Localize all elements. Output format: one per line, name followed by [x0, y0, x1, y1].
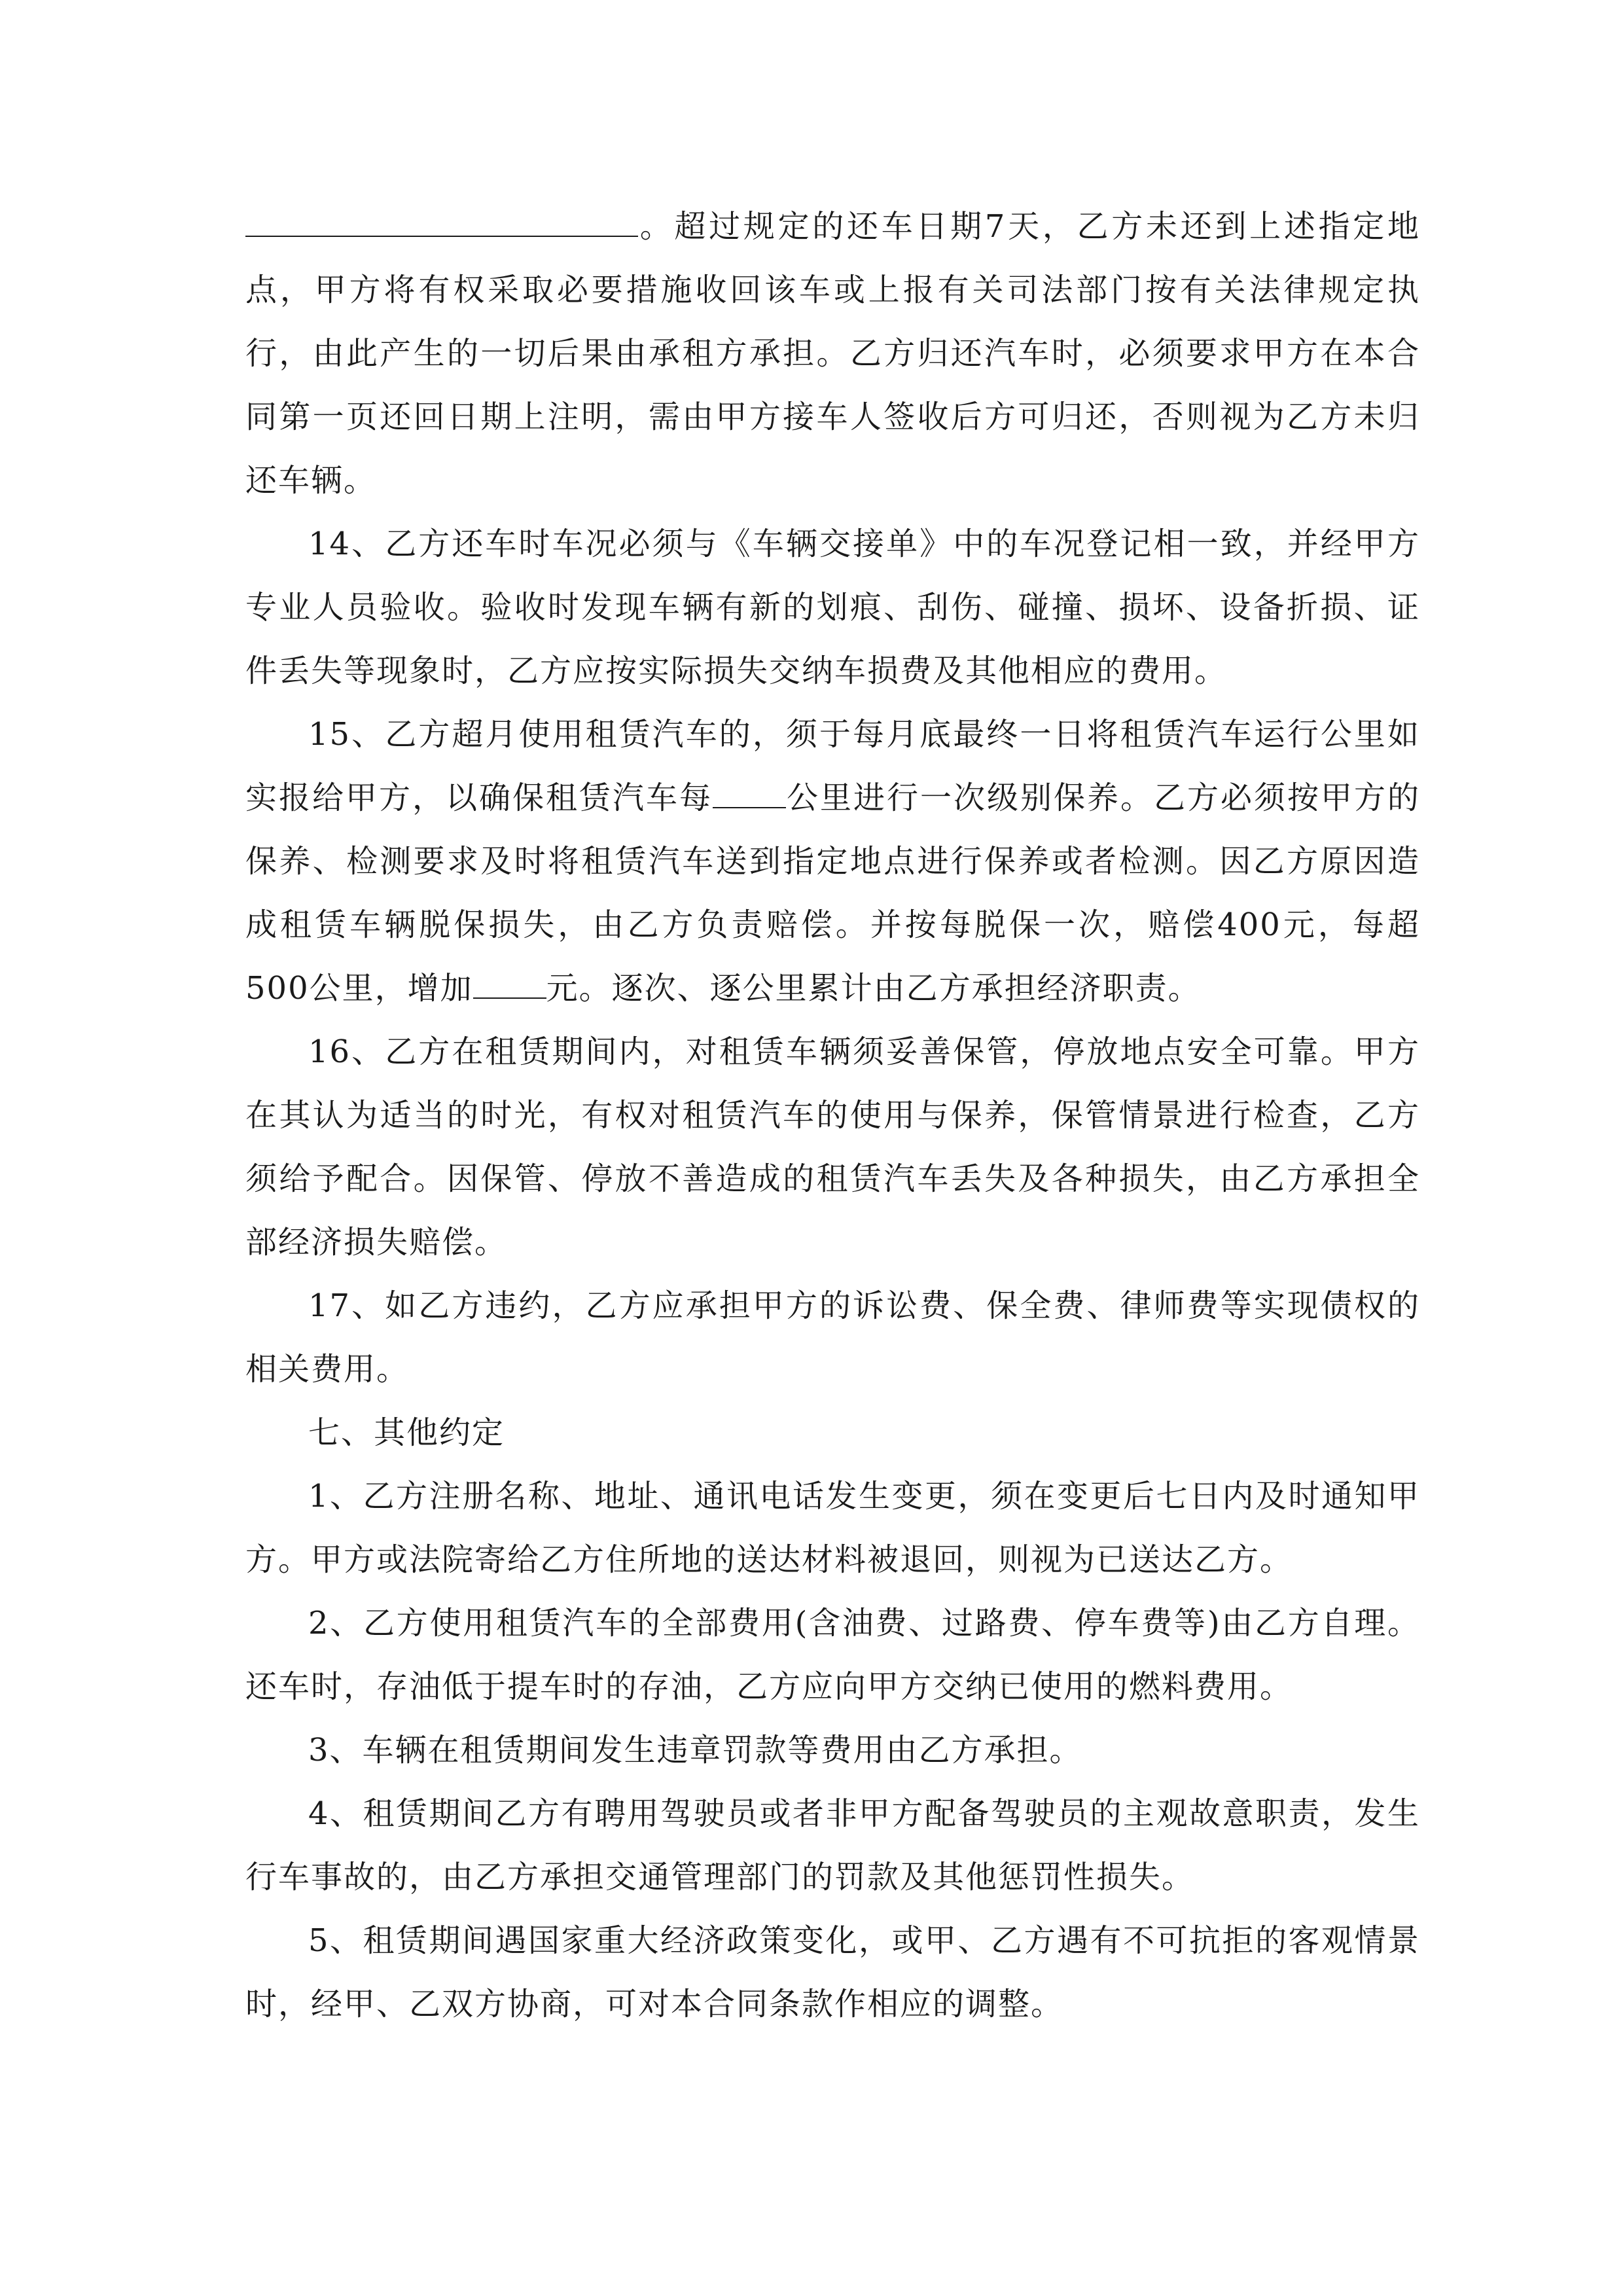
- fill-in-blank-maintenance-km: [713, 773, 786, 808]
- document-page: [245, 195, 1420, 2036]
- clause-15-text-a: 15、乙方超月使用租赁汽车的，须于每月底最终一日将租赁汽车运行公里如实报给甲方，以确保租赁汽车每: [245, 716, 1420, 816]
- clause-14: 14、乙方还车时车况必须与《车辆交接单》中的车况登记相一致，并经甲方专业人员验收。验收时发现车辆有新的划痕、刮伤、碰撞、损坏、设备折损、证件丢失等现象时，乙方应按实际损失交纳车损费及其他相应的费用。: [245, 526, 1420, 689]
- section-7-clause-2: 2、乙方使用租赁汽车的全部费用(含油费、过路费、停车费等)由乙方自理。还车时，存油低于提车时的存油，乙方应向甲方交纳已使用的燃料费用。: [245, 1605, 1420, 1705]
- clause-17: 17、如乙方违约，乙方应承担甲方的诉讼费、保全费、律师费等实现债权的相关费用。: [245, 1287, 1420, 1388]
- section-7-clause-4: 4、租赁期间乙方有聘用驾驶员或者非甲方配备驾驶员的主观故意职责，发生行车事故的，由乙方承担交通管理部门的罚款及其他惩罚性损失。: [245, 1795, 1420, 1895]
- section-7-clause-5: 5、租赁期间遇国家重大经济政策变化，或甲、乙方遇有不可抗拒的客观情景时，经甲、乙双方协商，可对本合同条款作相应的调整。: [245, 1922, 1420, 2022]
- section-7-heading: 七、其他约定: [308, 1414, 505, 1451]
- clause-15-text-b: 公里进行一次级别保养。乙方必须按甲方的保养、检测要求及时将租赁汽车送到指定地点进行保养或者检测。因乙方原因造成租赁车辆脱保损失，由乙方负责赔偿。并按每脱保一次，赔偿400元，每超500公里，增加: [245, 780, 1420, 1007]
- clause-13-continuation: [245, 195, 1420, 512]
- clause-13-text: 。超过规定的还车日期7天，乙方未还到上述指定地点，甲方将有权采取必要措施收回该车或上报有关司法部门按有关法律规定执行，由此产生的一切后果由承租方承担。乙方归还汽车时，必须要求甲方在本合同第一页还回日期上注明，需由甲方接车人签收后方可归还，否则视为乙方未归还车辆。: [245, 208, 1420, 499]
- fill-in-blank-extra-fee: [473, 963, 546, 999]
- clause-15: [245, 703, 1420, 1020]
- section-7-clause-3: 3、车辆在租赁期间发生违章罚款等费用由乙方承担。: [308, 1732, 1082, 1768]
- fill-in-blank-return-location: [245, 202, 638, 237]
- clause-15-text-c: 元。逐次、逐公里累计由乙方承担经济职责。: [546, 970, 1201, 1007]
- clause-16: 16、乙方在租赁期间内，对租赁车辆须妥善保管，停放地点安全可靠。甲方在其认为适当的时光，有权对租赁汽车的使用与保养，保管情景进行检查，乙方须给予配合。因保管、停放不善造成的租赁汽车丢失及各种损失，由乙方承担全部经济损失赔偿。: [245, 1033, 1420, 1261]
- section-7-clause-1: 1、乙方注册名称、地址、通讯电话发生变更，须在变更后七日内及时通知甲方。甲方或法院寄给乙方住所地的送达材料被退回，则视为已送达乙方。: [245, 1478, 1420, 1578]
